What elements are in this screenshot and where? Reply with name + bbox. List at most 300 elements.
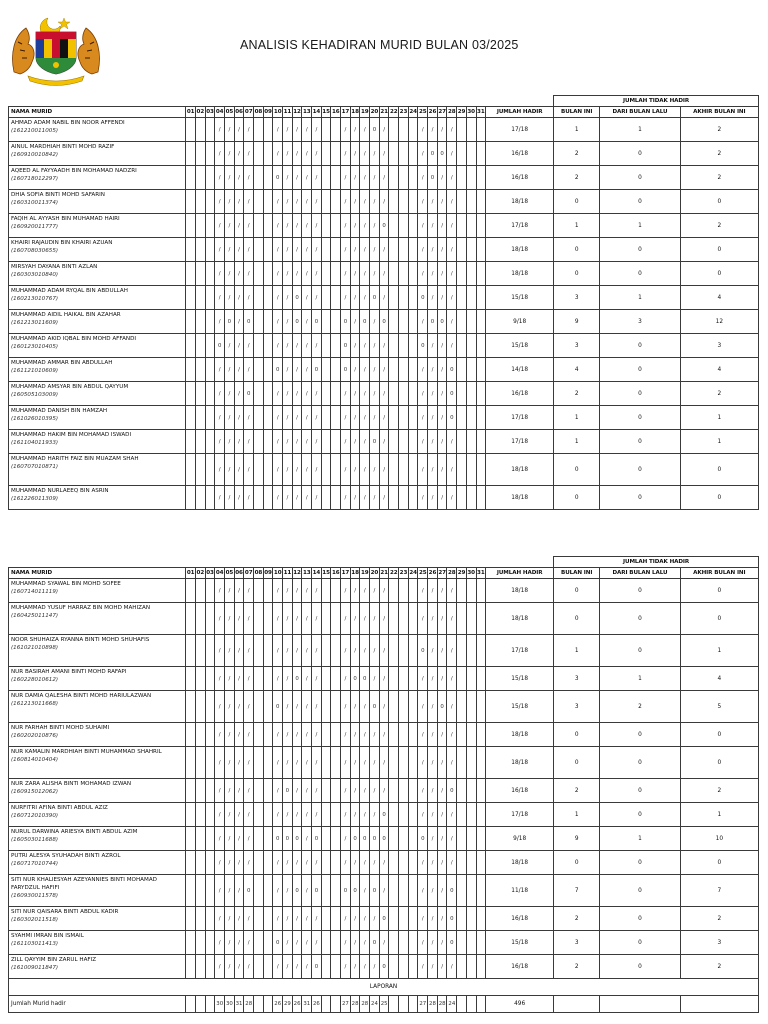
day-column-header: 06: [234, 568, 244, 579]
bulan-ini-value: 0: [554, 238, 600, 262]
attendance-mark: [476, 486, 486, 510]
attendance-mark: /: [292, 603, 302, 635]
attendance-mark: /: [428, 454, 438, 486]
attendance-mark: [321, 931, 331, 955]
day-column-header: 05: [225, 568, 235, 579]
attendance-mark: /: [350, 955, 360, 979]
attendance-mark: [331, 691, 341, 723]
attendance-mark: /: [273, 723, 283, 747]
day-column-header: 25: [418, 568, 428, 579]
attendance-mark: /: [370, 214, 380, 238]
attendance-mark: [399, 691, 409, 723]
dari-bulan-lalu-value: 0: [600, 166, 680, 190]
attendance-mark: /: [447, 851, 457, 875]
attendance-mark: /: [428, 238, 438, 262]
attendance-mark: [466, 406, 476, 430]
bulan-ini-value: 2: [554, 382, 600, 406]
attendance-mark: [331, 955, 341, 979]
attendance-mark: [205, 691, 215, 723]
attendance-mark: /: [244, 779, 254, 803]
attendance-mark: 0: [312, 358, 322, 382]
attendance-mark: 0: [447, 875, 457, 907]
attendance-mark: [399, 931, 409, 955]
day-column-header: 18: [350, 568, 360, 579]
attendance-mark: /: [302, 691, 312, 723]
dari-bulan-lalu-value: 0: [600, 875, 680, 907]
jumlah-hadir-value: 17/18: [486, 635, 554, 667]
attendance-mark: [389, 262, 399, 286]
attendance-mark: /: [244, 166, 254, 190]
attendance-mark: /: [350, 142, 360, 166]
attendance-mark: /: [341, 286, 351, 310]
bulan-ini-value: 0: [554, 454, 600, 486]
day-column-header: 01: [186, 568, 196, 579]
attendance-mark: 0: [244, 310, 254, 334]
attendance-mark: /: [428, 486, 438, 510]
attendance-mark: /: [234, 486, 244, 510]
attendance-mark: [466, 603, 476, 635]
attendance-mark: /: [370, 406, 380, 430]
jumlah-hadir-value: 18/18: [486, 747, 554, 779]
attendance-mark: [399, 955, 409, 979]
jumlah-hadir-value: 15/18: [486, 667, 554, 691]
attendance-mark: /: [292, 262, 302, 286]
akhir-bulan-ini-value: 2: [680, 118, 758, 142]
attendance-mark: [186, 454, 196, 486]
attendance-mark: [321, 382, 331, 406]
attendance-mark: [408, 486, 418, 510]
student-name-cell: [9, 827, 186, 851]
attendance-mark: [205, 747, 215, 779]
attendance-mark: /: [379, 334, 389, 358]
attendance-mark: [186, 851, 196, 875]
dari-bulan-lalu-value: 0: [600, 747, 680, 779]
attendance-mark: 0: [273, 931, 283, 955]
attendance-mark: [196, 166, 206, 190]
attendance-mark: [263, 454, 273, 486]
attendance-mark: /: [225, 747, 235, 779]
attendance-mark: /: [234, 603, 244, 635]
daily-total: 24: [370, 996, 380, 1013]
attendance-mark: /: [244, 907, 254, 931]
attendance-mark: /: [225, 723, 235, 747]
attendance-mark: /: [312, 667, 322, 691]
attendance-mark: /: [437, 334, 447, 358]
attendance-mark: /: [292, 723, 302, 747]
attendance-mark: [457, 166, 467, 190]
attendance-mark: [254, 190, 264, 214]
attendance-mark: /: [428, 406, 438, 430]
akhir-bulan-ini-value: 0: [680, 262, 758, 286]
daily-total: [263, 996, 273, 1013]
student-id: (160708030655): [11, 248, 59, 254]
attendance-mark: [466, 747, 476, 779]
attendance-mark: [389, 118, 399, 142]
akhir-bulan-ini-value: 1: [680, 430, 758, 454]
attendance-mark: /: [360, 262, 370, 286]
attendance-mark: /: [292, 779, 302, 803]
student-name-cell: [9, 214, 186, 238]
attendance-mark: /: [360, 190, 370, 214]
jumlah-hadir-value: 18/18: [486, 454, 554, 486]
attendance-mark: [457, 667, 467, 691]
attendance-mark: /: [428, 827, 438, 851]
attendance-mark: [331, 779, 341, 803]
attendance-mark: [254, 827, 264, 851]
attendance-mark: [321, 875, 331, 907]
attendance-mark: /: [292, 579, 302, 603]
attendance-mark: [254, 238, 264, 262]
attendance-mark: [389, 214, 399, 238]
attendance-mark: /: [312, 931, 322, 955]
attendance-mark: /: [244, 691, 254, 723]
attendance-mark: [254, 406, 264, 430]
attendance-mark: [399, 262, 409, 286]
attendance-mark: [476, 262, 486, 286]
attendance-mark: [321, 779, 331, 803]
attendance-mark: [476, 286, 486, 310]
student-row: [9, 334, 759, 358]
attendance-mark: [466, 667, 476, 691]
attendance-mark: [186, 747, 196, 779]
attendance-mark: [331, 723, 341, 747]
student-name: SITI NUR QAISARA BINTI ABDUL KADIR: [11, 909, 119, 915]
attendance-mark: /: [437, 118, 447, 142]
attendance-mark: /: [302, 579, 312, 603]
attendance-mark: /: [350, 166, 360, 190]
attendance-mark: /: [244, 747, 254, 779]
attendance-mark: /: [370, 358, 380, 382]
attendance-mark: [331, 603, 341, 635]
attendance-mark: /: [312, 406, 322, 430]
attendance-mark: /: [292, 907, 302, 931]
student-id: (160920011777): [11, 224, 59, 230]
attendance-mark: [254, 214, 264, 238]
attendance-mark: [408, 214, 418, 238]
attendance-mark: 0: [418, 334, 428, 358]
attendance-mark: /: [360, 142, 370, 166]
attendance-mark: /: [341, 955, 351, 979]
attendance-mark: /: [428, 691, 438, 723]
attendance-mark: [408, 579, 418, 603]
attendance-mark: [263, 691, 273, 723]
dari-bulan-lalu-value: 0: [600, 406, 680, 430]
daily-total: [196, 996, 206, 1013]
day-column-header: 23: [399, 568, 409, 579]
attendance-mark: [457, 358, 467, 382]
student-row: [9, 262, 759, 286]
student-name-cell: [9, 262, 186, 286]
attendance-mark: /: [428, 875, 438, 907]
attendance-mark: [476, 779, 486, 803]
attendance-mark: [254, 579, 264, 603]
daily-total: [205, 996, 215, 1013]
student-row: [9, 142, 759, 166]
student-id: (160718012297): [11, 176, 59, 182]
attendance-mark: /: [379, 747, 389, 779]
bulan-ini-header: BULAN INI: [554, 107, 600, 118]
bulan-ini-value: 1: [554, 803, 600, 827]
daily-total: [186, 996, 196, 1013]
attendance-mark: [457, 691, 467, 723]
attendance-mark: /: [273, 214, 283, 238]
attendance-mark: /: [437, 931, 447, 955]
attendance-mark: [457, 382, 467, 406]
attendance-mark: /: [350, 747, 360, 779]
attendance-mark: /: [312, 747, 322, 779]
attendance-mark: [321, 430, 331, 454]
attendance-mark: [457, 486, 467, 510]
attendance-mark: /: [244, 142, 254, 166]
attendance-mark: /: [341, 779, 351, 803]
day-column-header: 25: [418, 107, 428, 118]
attendance-mark: [186, 955, 196, 979]
attendance-mark: /: [273, 190, 283, 214]
day-column-header: 21: [379, 107, 389, 118]
attendance-mark: [331, 430, 341, 454]
student-name: MUHAMMAD ADAM RYQAL BIN ABDULLAH: [11, 288, 128, 294]
attendance-mark: [389, 238, 399, 262]
attendance-mark: [408, 803, 418, 827]
attendance-mark: /: [302, 803, 312, 827]
student-id: (160714011119): [11, 589, 59, 595]
attendance-mark: [321, 579, 331, 603]
student-id: (161103011413): [11, 941, 59, 947]
attendance-mark: [399, 334, 409, 358]
attendance-mark: /: [418, 691, 428, 723]
attendance-mark: /: [437, 779, 447, 803]
student-name: NUR FARHAH BINTI MOHD SUHAIMI: [11, 725, 110, 731]
daily-total: 26: [312, 996, 322, 1013]
student-name: NUR DAMIA QALESHA BINTI MOHD HARIULAZWAN: [11, 693, 152, 699]
attendance-mark: [408, 875, 418, 907]
day-column-header: 15: [321, 568, 331, 579]
attendance-mark: [321, 334, 331, 358]
attendance-mark: [321, 603, 331, 635]
attendance-mark: [466, 358, 476, 382]
attendance-mark: [389, 486, 399, 510]
attendance-mark: [408, 382, 418, 406]
attendance-mark: /: [341, 635, 351, 667]
attendance-mark: 0: [244, 382, 254, 406]
attendance-mark: [205, 723, 215, 747]
attendance-mark: /: [360, 635, 370, 667]
attendance-mark: [476, 931, 486, 955]
bulan-ini-value: 1: [554, 406, 600, 430]
attendance-mark: [205, 430, 215, 454]
attendance-mark: [205, 406, 215, 430]
dari-bulan-lalu-value: 0: [600, 779, 680, 803]
attendance-mark: /: [428, 723, 438, 747]
attendance-mark: 0: [437, 142, 447, 166]
student-id: (161226011309): [11, 496, 59, 502]
attendance-mark: /: [370, 579, 380, 603]
attendance-mark: /: [360, 691, 370, 723]
attendance-mark: /: [428, 955, 438, 979]
attendance-mark: /: [302, 358, 312, 382]
attendance-mark: /: [244, 486, 254, 510]
jumlah-hadir-value: 18/18: [486, 723, 554, 747]
daily-total: 28: [350, 996, 360, 1013]
student-row: [9, 166, 759, 190]
day-column-header: 28: [447, 568, 457, 579]
attendance-mark: /: [370, 382, 380, 406]
attendance-mark: [331, 875, 341, 907]
attendance-mark: [254, 310, 264, 334]
day-column-header: 28: [447, 107, 457, 118]
attendance-mark: /: [379, 190, 389, 214]
student-name: NUR BASIRAH AMANI BINTI MOHD RAFAPI: [11, 669, 127, 675]
attendance-mark: [186, 118, 196, 142]
attendance-mark: [254, 667, 264, 691]
student-name-cell: [9, 603, 186, 635]
day-column-header: 20: [370, 107, 380, 118]
attendance-mark: [389, 142, 399, 166]
attendance-mark: [399, 166, 409, 190]
attendance-mark: /: [234, 142, 244, 166]
akhir-bulan-ini-value: 12: [680, 310, 758, 334]
attendance-mark: /: [215, 955, 225, 979]
attendance-mark: [408, 603, 418, 635]
attendance-mark: /: [418, 142, 428, 166]
jumlah-hadir-value: 18/18: [486, 851, 554, 875]
attendance-mark: /: [447, 486, 457, 510]
attendance-mark: 0: [447, 931, 457, 955]
student-id: (160505103009): [11, 392, 59, 398]
attendance-mark: 0: [360, 667, 370, 691]
bulan-ini-value: 1: [554, 214, 600, 238]
attendance-mark: [186, 635, 196, 667]
attendance-mark: /: [447, 142, 457, 166]
attendance-mark: 0: [283, 779, 293, 803]
attendance-mark: /: [360, 358, 370, 382]
attendance-mark: [408, 931, 418, 955]
attendance-mark: [254, 486, 264, 510]
akhir-bulan-ini-value: 7: [680, 875, 758, 907]
attendance-mark: /: [215, 382, 225, 406]
attendance-mark: [389, 190, 399, 214]
attendance-mark: /: [447, 955, 457, 979]
attendance-mark: [466, 931, 476, 955]
bulan-ini-value: 3: [554, 334, 600, 358]
day-column-header: 17: [341, 568, 351, 579]
attendance-mark: [205, 358, 215, 382]
attendance-mark: /: [447, 334, 457, 358]
student-name: MUHAMMAD AMMAR BIN ABDULLAH: [11, 360, 113, 366]
attendance-mark: /: [302, 955, 312, 979]
attendance-mark: /: [350, 118, 360, 142]
student-row: [9, 430, 759, 454]
attendance-mark: /: [292, 635, 302, 667]
attendance-mark: /: [234, 262, 244, 286]
dari-bulan-lalu-value: 0: [600, 454, 680, 486]
attendance-mark: /: [418, 430, 428, 454]
student-id: (160303010840): [11, 272, 59, 278]
attendance-mark: /: [283, 603, 293, 635]
attendance-mark: /: [341, 262, 351, 286]
attendance-mark: /: [437, 406, 447, 430]
attendance-mark: 0: [370, 286, 380, 310]
attendance-mark: [466, 454, 476, 486]
attendance-mark: /: [302, 827, 312, 851]
bulan-ini-value: 0: [554, 747, 600, 779]
attendance-mark: [196, 691, 206, 723]
student-name: SITI NUR KHALIESYAH AZEYANNIES BINTI MOHAMAD FARYDZUL HAFIFI: [11, 877, 157, 891]
day-column-header: 15: [321, 107, 331, 118]
attendance-mark: [205, 310, 215, 334]
dari-bulan-lalu-value: 1: [600, 667, 680, 691]
tidak-hadir-group-header: JUMLAH TIDAK HADIR: [554, 557, 759, 568]
summary-empty-cell: [554, 996, 600, 1013]
header-spacer: [9, 96, 554, 107]
attendance-mark: [476, 118, 486, 142]
attendance-mark: [186, 486, 196, 510]
attendance-mark: [321, 142, 331, 166]
attendance-mark: [331, 214, 341, 238]
attendance-mark: [321, 286, 331, 310]
attendance-mark: [476, 382, 486, 406]
attendance-mark: /: [225, 238, 235, 262]
attendance-mark: /: [292, 747, 302, 779]
attendance-mark: /: [360, 747, 370, 779]
attendance-mark: [254, 603, 264, 635]
student-name: AHMAD ADAM NABIL BIN NOOR AFFENDI: [11, 120, 125, 126]
attendance-mark: 0: [447, 907, 457, 931]
attendance-mark: 0: [370, 875, 380, 907]
student-row: [9, 691, 759, 723]
day-column-header: 31: [476, 107, 486, 118]
attendance-mark: [389, 406, 399, 430]
attendance-mark: /: [360, 382, 370, 406]
attendance-mark: /: [312, 779, 322, 803]
attendance-mark: /: [302, 190, 312, 214]
attendance-mark: /: [341, 430, 351, 454]
attendance-mark: [321, 667, 331, 691]
attendance-mark: [331, 827, 341, 851]
attendance-mark: [476, 635, 486, 667]
attendance-mark: /: [225, 851, 235, 875]
attendance-mark: /: [428, 190, 438, 214]
attendance-mark: [196, 779, 206, 803]
attendance-mark: [466, 907, 476, 931]
attendance-mark: [389, 603, 399, 635]
attendance-mark: /: [302, 907, 312, 931]
attendance-mark: [408, 334, 418, 358]
dari-bulan-lalu-value: 0: [600, 190, 680, 214]
attendance-mark: 0: [273, 827, 283, 851]
attendance-mark: [399, 358, 409, 382]
attendance-mark: /: [437, 358, 447, 382]
daily-total: 27: [341, 996, 351, 1013]
attendance-mark: /: [341, 803, 351, 827]
attendance-mark: [254, 358, 264, 382]
attendance-mark: /: [418, 486, 428, 510]
bulan-ini-value: 0: [554, 579, 600, 603]
attendance-mark: /: [370, 779, 380, 803]
attendance-mark: [457, 406, 467, 430]
attendance-mark: [457, 779, 467, 803]
attendance-mark: [196, 118, 206, 142]
attendance-mark: [331, 310, 341, 334]
attendance-mark: /: [447, 262, 457, 286]
attendance-mark: [466, 118, 476, 142]
attendance-mark: /: [283, 382, 293, 406]
student-name-cell: [9, 382, 186, 406]
attendance-mark: /: [370, 190, 380, 214]
day-column-header: 04: [215, 568, 225, 579]
attendance-mark: /: [273, 747, 283, 779]
attendance-mark: /: [225, 667, 235, 691]
